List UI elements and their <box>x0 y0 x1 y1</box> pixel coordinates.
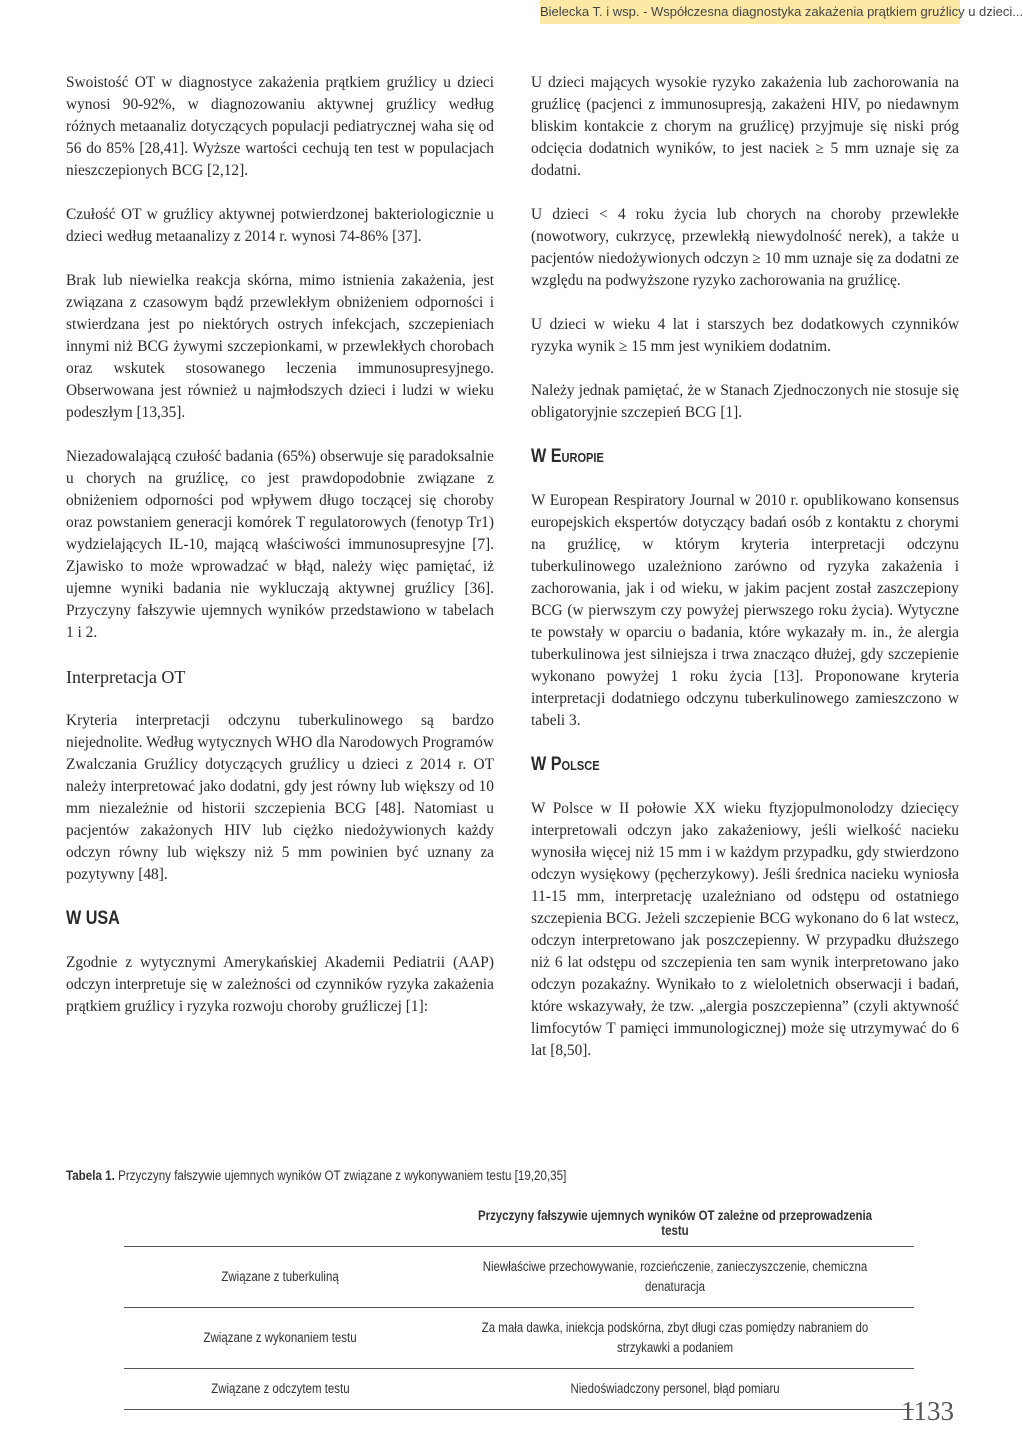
table-spacer-header <box>124 1200 436 1247</box>
table-cell-text: Za mała dawka, iniekcja podskórna, zbyt długi czas pomiędzy nabraniem do strzykawki a podaniem <box>481 1320 869 1355</box>
running-head: Bielecka T. i wsp. - Współczesna diagnostyka zakażenia prątkiem gruźlicy u dzieci... <box>540 0 960 24</box>
paragraph: W Polsce w II połowie XX wieku ftyzjopulmonolodzy dziecięcy interpretowali odczyn jako zakażeniowy, jeśli wielkość nacieku wynosiła więcej niż 15 mm i w każdym przypadku, gdy stwierdzono odczyn wysiękowy (pęcherzykowy). Jeśli średnica nacieku wyniosła 11-15 mm, interpretację uzależniano od odstępu od ostatniego szczepienia BCG. Jeżeli szczepienie BCG wykonano do 6 lat wstecz, odczyn interpretowano jak poszczepienny. W przypadku dłuższego niż 6 lat odstępu od szczepienia ten sam wynik interpretowano jako odczyn pozakaźny. Wynikało to z wieloletnich obserwacji i badań, które wskazywały, że tzw. „alergia poszczepienna” (czyli aktywność limfocytów T pamięci immunologicznej) może się utrzymywać do 6 lat [8,50]. <box>531 800 959 1059</box>
left-column <box>66 72 494 1040</box>
table-cell-causes <box>436 1247 914 1308</box>
table-caption-label: Tabela 1. <box>66 1168 115 1183</box>
table-cell-text: Niewłaściwe przechowywanie, rozcieńczenie, zanieczyszczenie, chemiczna denaturacja <box>482 1259 868 1294</box>
table-header <box>436 1200 914 1247</box>
paragraph: Czułość OT w gruźlicy aktywnej potwierdzonej bakteriologicznie u dzieci według metaanalizy z 2014 r. wynosi 74-86% [37]. <box>66 206 494 245</box>
table-caption <box>66 1168 823 1183</box>
paragraph: Brak lub niewielka reakcja skórna, mimo istnienia zakażenia, jest związana z czasowym bądź przewlekłym obniżeniem odporności i stwierdzana jest po niektórych ostrych infekcjach, szczepieniach innymi niż BCG żywymi szczepionkami, w przewlekłych chorobach oraz wskutek stosowanego leczenia immunosupresyjnego. Obserwowana jest również u najmłodszych dzieci i ludzi w wieku podeszłym [13,35]. <box>66 272 494 421</box>
table-row <box>124 1369 914 1410</box>
table-cell-causes <box>436 1308 914 1369</box>
table-cell-text: Związane z tuberkuliną <box>221 1269 339 1284</box>
table-header-row <box>124 1200 914 1247</box>
table-cell-text: Związane z wykonaniem testu <box>203 1330 357 1345</box>
table-cell-category <box>124 1369 436 1410</box>
table-cell-text: Związane z odczytem testu <box>210 1381 350 1396</box>
table-row <box>124 1308 914 1369</box>
table-header-text: Przyczyny fałszywie ujemnych wyników OT zależne od przeprowadzenia testu <box>477 1208 873 1238</box>
table-caption-text: Przyczyny fałszywie ujemnych wyników OT związane z wykonywaniem testu [19,20,35] <box>118 1168 567 1183</box>
section-heading-interpretacja: Interpretacja OT <box>66 667 186 687</box>
table-cell-text: Niedoświadczony personel, błąd pomiaru <box>570 1381 780 1396</box>
right-column <box>531 72 959 1084</box>
paragraph: Należy jednak pamiętać, że w Stanach Zjednoczonych nie stosuje się obligatoryjnie szczepień BCG [1]. <box>531 382 959 421</box>
paragraph: Kryteria interpretacji odczynu tuberkulinowego są bardzo niejednolite. Według wytycznych WHO dla Narodowych Programów Zwalczania Gruźlicy dotyczących gruźlicy u dzieci z 2014 r. OT należy interpretować jako dodatni, gdy jest równy lub większy od 10 mm niezależnie od historii szczepienia BCG [48]. Natomiast u pacjentów zakażonych HIV lub ciężko niedożywionych każdy odczyn równy lub większy niż 5 mm powinien być uznany za pozytywny [48]. <box>66 712 494 883</box>
paragraph: U dzieci mających wysokie ryzyko zakażenia lub zachorowania na gruźlicę (pacjenci z immunosupresją, zakażeni HIV, po niedawnym bliskim kontakcie z chorym na gruźlicę) przyjmuje się niski próg odcięcia dodatnich wyników, to jest naciek ≥ 5 mm uznaje się za dodatni. <box>531 74 959 179</box>
paragraph: W European Respiratory Journal w 2010 r. opublikowano konsensus europejskich ekspertów dotyczący badań osób z kontaktu z chorymi na gruźlicę, w którym kryteria interpretacji odczynu tuberkulinowego uzależniono zarówno od ryzyka zakażenia i zachorowania, jak i od wieku, w jakim pacjent został zaszczepiony BCG (w pierwszym czy powyżej pierwszego roku życia). Wytyczne te powstały w oparciu o badania, które wykazały m. in., że alergia tuberkulinowa jest silniejsza i trwa znacząco dłużej, gdy szczepienie wykonano powyżej 1 roku życia [13]. Proponowane kryteria interpretacji dodatniego odczynu tuberkulinowego zamieszczono w tabeli 3. <box>531 492 959 729</box>
section-heading-usa: W USA <box>66 908 120 929</box>
page-number: 1133 <box>901 1396 954 1426</box>
table-row <box>124 1247 914 1308</box>
paragraph: Swoistość OT w diagnostyce zakażenia prątkiem gruźlicy u dzieci wynosi 90-92%, w diagnozowaniu aktywnej gruźlicy według różnych metaanaliz dotyczących populacji pediatrycznej waha się od 56 do 85% [28,41]. Wyższe wartości cechują ten test w populacjach nieszczepionych BCG [2,12]. <box>66 74 494 179</box>
paragraph: Niezadowalającą czułość badania (65%) obserwuje się paradoksalnie u chorych na gruźlicę, co jest prawdopodobnie związane z obniżeniem odporności pod wpływem długo toczącej się choroby oraz powstaniem generacji komórek T regulatorowych (fenotyp Tr1) wydzielających IL-10, mającą właściwości immunosupresyjne [7]. Zjawisko to może wprowadzać w błąd, należy więc pamiętać, iż ujemne wyniki badania nie wykluczają aktywnej gruźlicy [36]. Przyczyny fałszywie ujemnych wyników przedstawiono w tabelach 1 i 2. <box>66 448 494 641</box>
table-cell-causes <box>436 1369 914 1410</box>
paragraph: Zgodnie z wytycznymi Amerykańskiej Akademii Pediatrii (AAP) odczyn interpretuje się w zależności od czynników ryzyka zakażenia prątkiem gruźlicy i ryzyka rozwoju choroby gruźliczej [1]: <box>66 954 494 1015</box>
section-heading-europa: W Europie <box>531 446 604 467</box>
paragraph: U dzieci w wieku 4 lat i starszych bez dodatkowych czynników ryzyka wynik ≥ 15 mm jest wynikiem dodatnim. <box>531 316 959 355</box>
table-1 <box>124 1200 914 1410</box>
table-cell-category <box>124 1247 436 1308</box>
section-heading-polska: W Polsce <box>531 754 600 775</box>
table-cell-category <box>124 1308 436 1369</box>
paragraph: U dzieci < 4 roku życia lub chorych na choroby przewlekłe (nowotwory, cukrzycę, przewlekłą niewydolność nerek), a także u pacjentów niedożywionych odczyn ≥ 10 mm uznaje się za dodatni ze względu na podwyższone ryzyko zachorowania na gruźlicę. <box>531 206 959 289</box>
